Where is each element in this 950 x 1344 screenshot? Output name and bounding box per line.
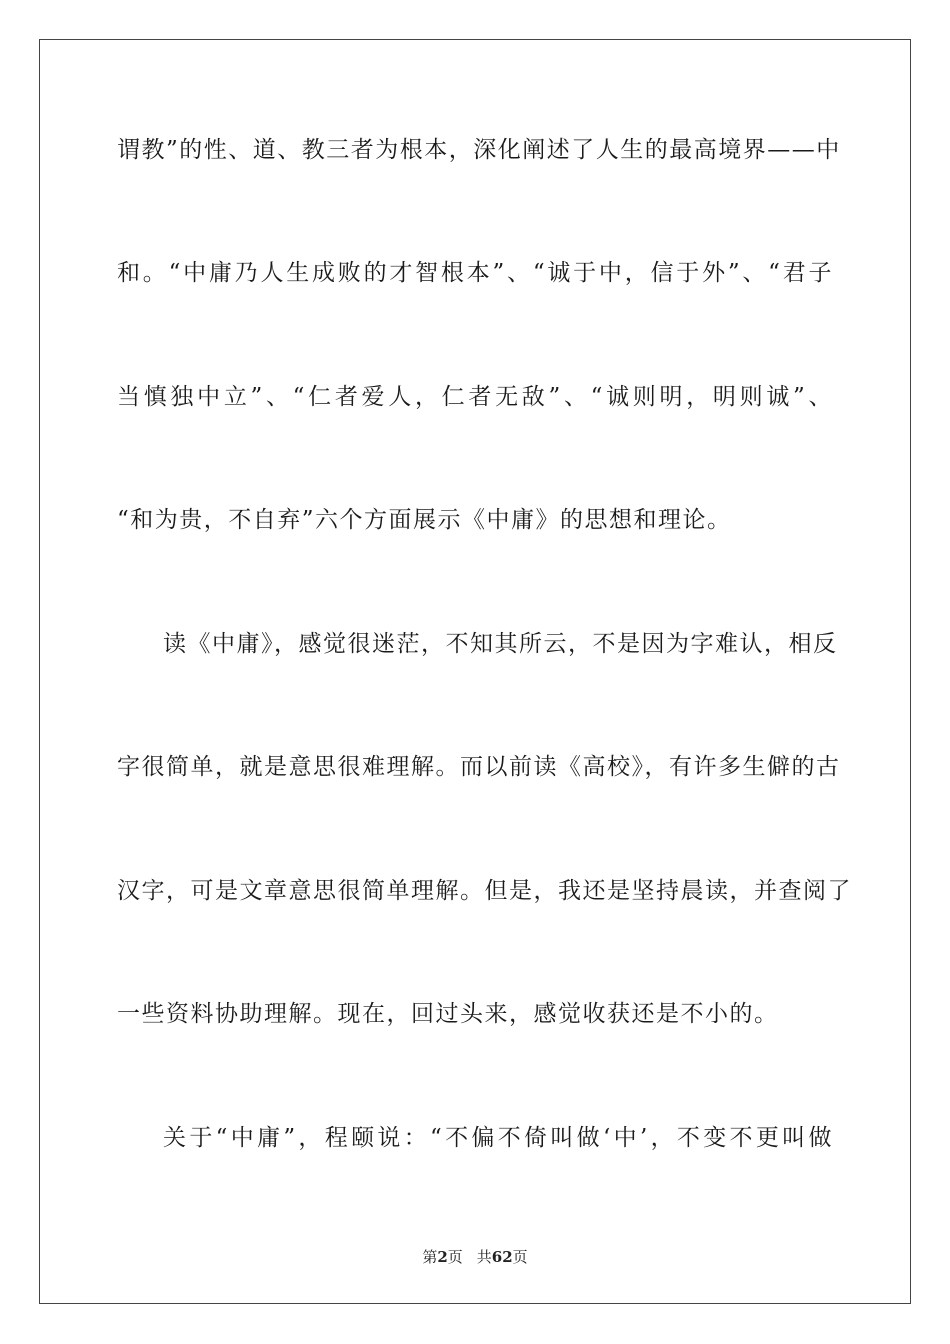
paragraph-line: 和。“中庸乃人生成败的才智根本”、“诚于中，信于外”、“君子 (117, 260, 833, 286)
page-number: 2 (437, 1248, 448, 1266)
paragraph-line: 关于“中庸”，程颐说：“不偏不倚叫做‘中’，不变不更叫做 (163, 1125, 833, 1151)
paragraph-line: 汉字，可是文章意思很简单理解。但是，我还是坚持晨读，并查阅了 (117, 878, 852, 904)
paragraph-line: 字很简单，就是意思很难理解。而以前读《高校》，有许多生僻的古 (117, 754, 841, 780)
paragraph-line: 一些资料协助理解。现在，回过头来，感觉收获还是不小的。 (117, 1001, 779, 1027)
page-prefix: 第 (422, 1248, 438, 1266)
paragraph-line: 谓教”的性、道、教三者为根本，深化阐述了人生的最高境界——中 (117, 137, 841, 163)
total-pages: 62 (491, 1248, 513, 1266)
page-border (39, 39, 911, 1304)
paragraph-line: 读《中庸》，感觉很迷茫，不知其所云，不是因为字难认，相反 (163, 631, 838, 657)
total-suffix: 页 (512, 1248, 528, 1266)
page-suffix: 页 (447, 1248, 463, 1266)
total-prefix: 共 (476, 1248, 492, 1266)
paragraph-line: 当慎独中立”、“仁者爱人，仁者无敌”、“诚则明，明则诚”、 (117, 384, 833, 410)
paragraph-line: “和为贵，不自弃”六个方面展示《中庸》的思想和理论。 (117, 507, 732, 533)
page-footer (0, 1247, 950, 1267)
